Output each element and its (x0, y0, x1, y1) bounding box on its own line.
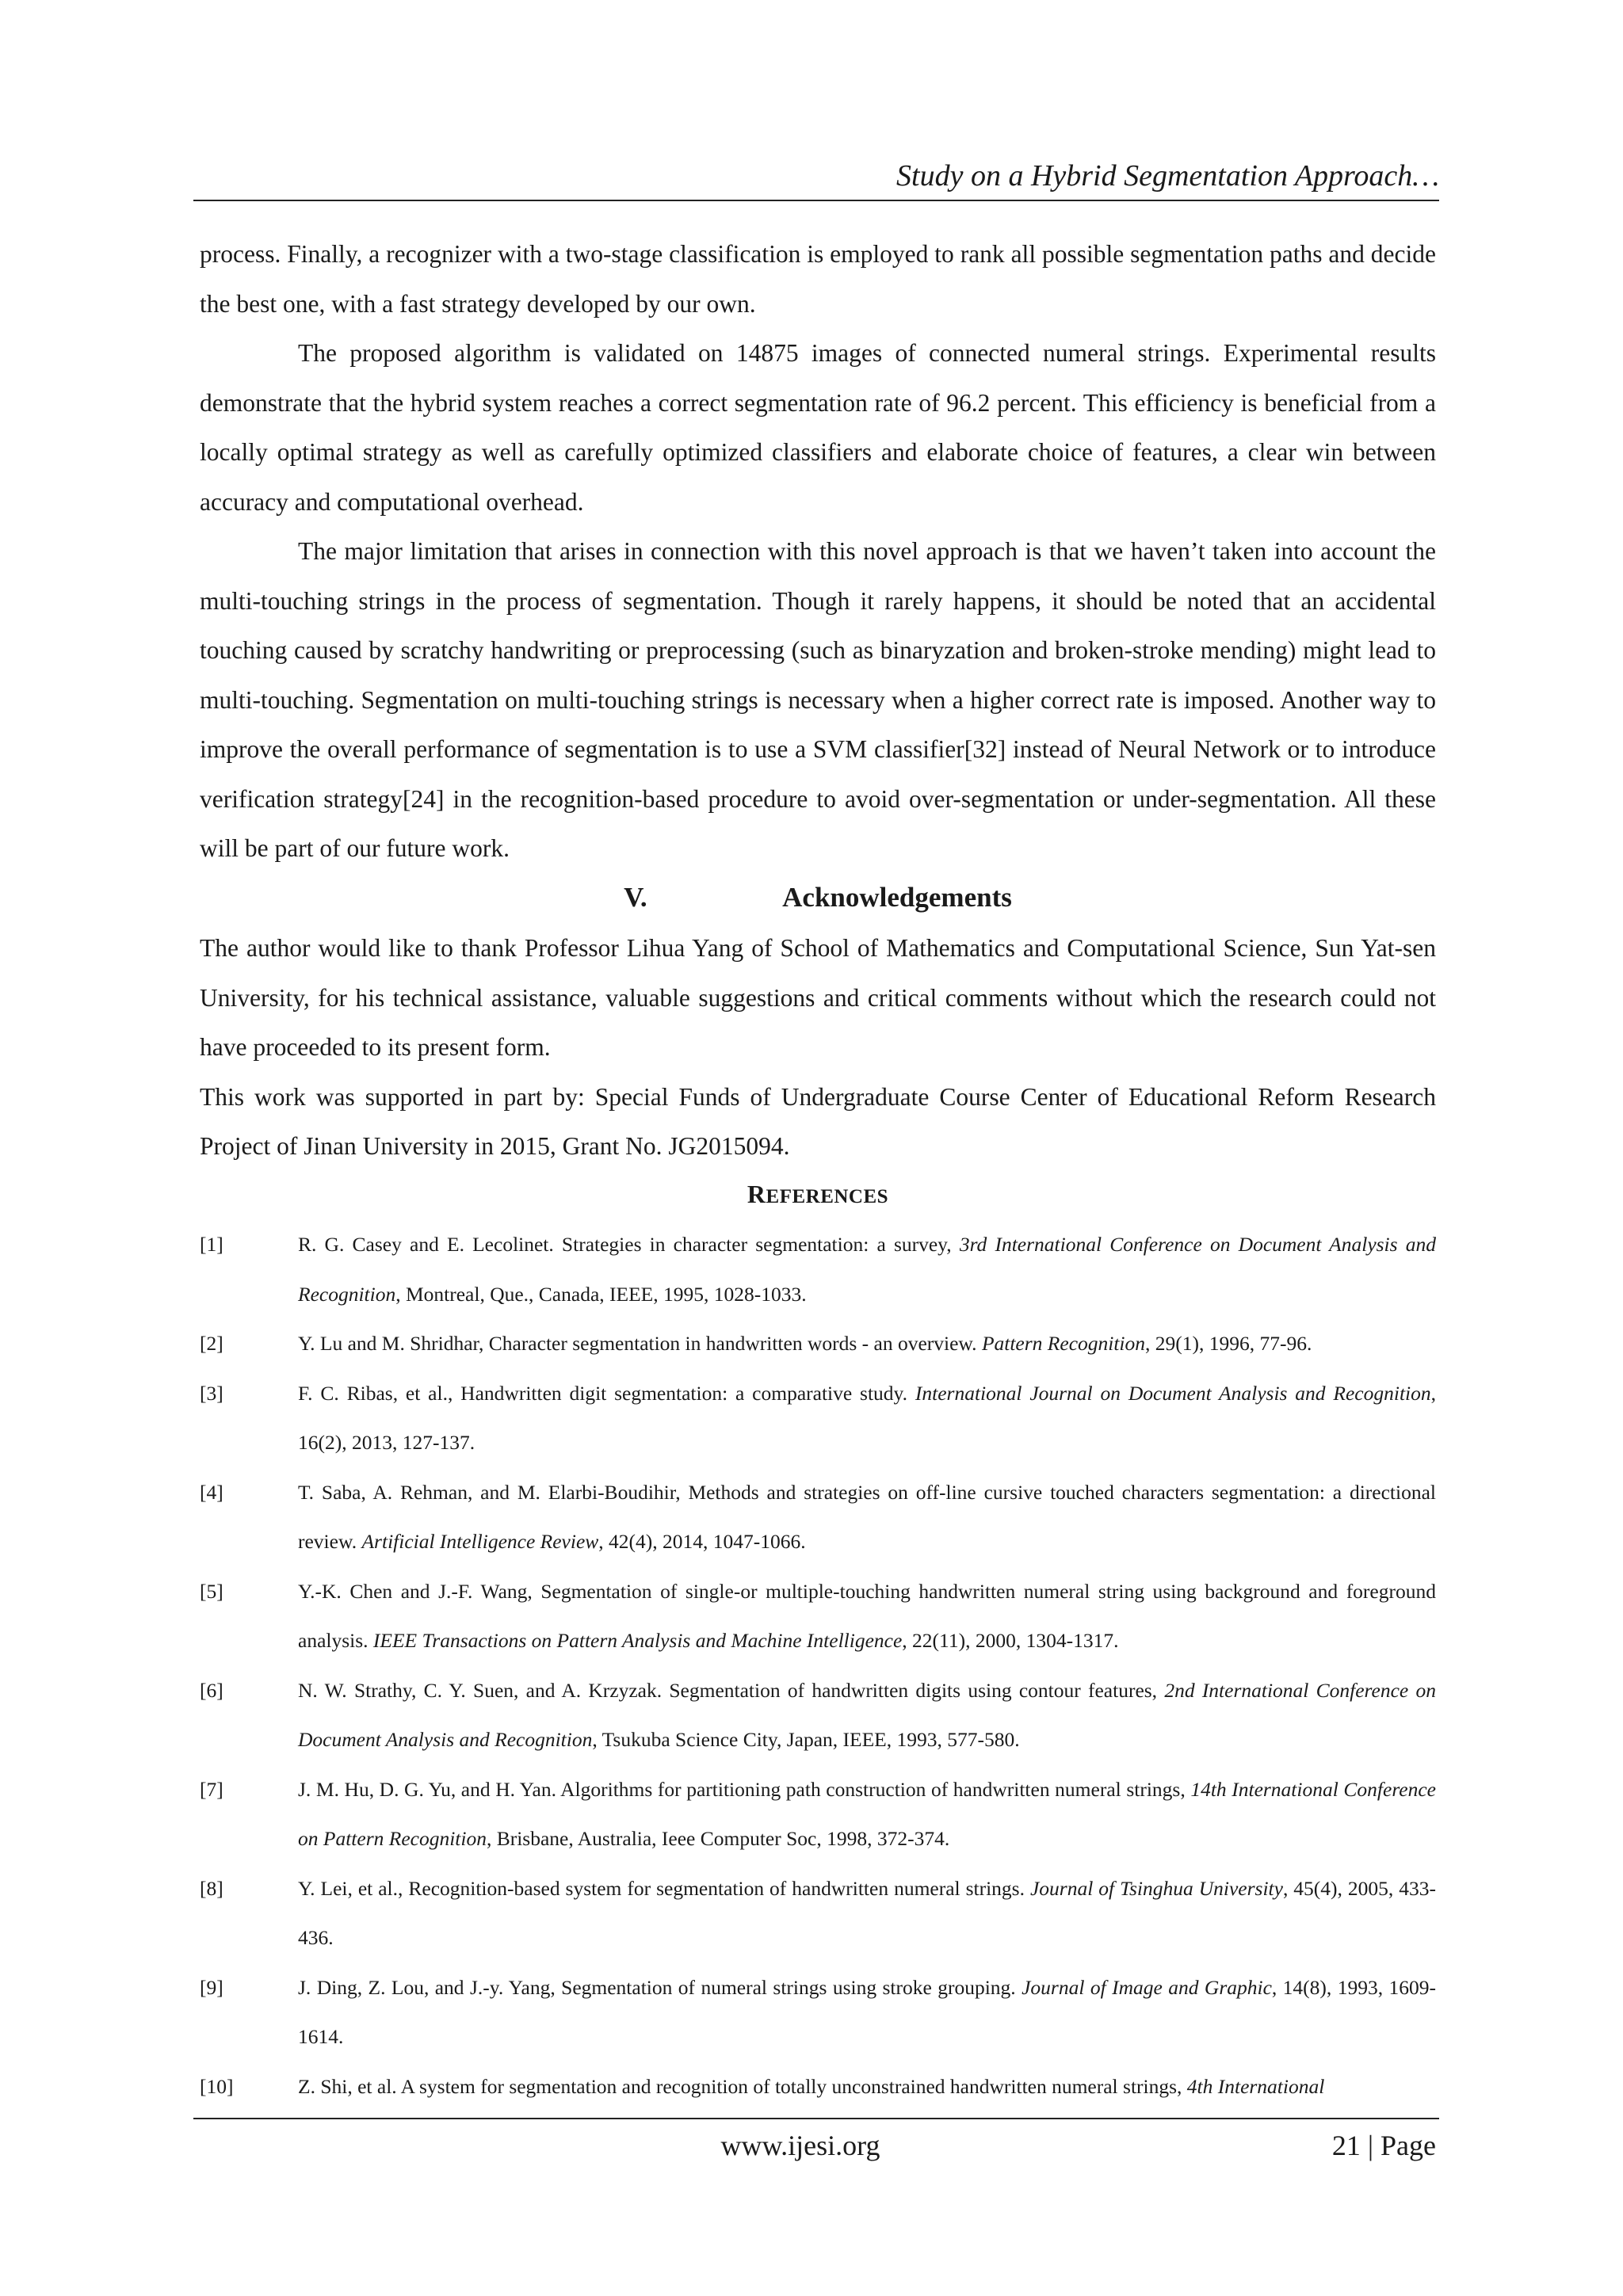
references-heading-initial: R (747, 1180, 766, 1208)
footer-page-number: 21 | Page (1331, 2130, 1436, 2161)
reference-venue: 2nd International Conference on Document Analysis and Recognition (298, 1678, 1436, 1751)
running-title: Study on a Hybrid Segmentation Approach… (896, 159, 1439, 193)
paragraph-limitations: The major limitation that arises in connection with this novel approach is that we haven’t taken into account the multi-touching strings in the process of segmentation. Though it rarely happens, it should be noted that an accidental touching caused by scratchy handwriting or preprocessing (such as binaryzation and broken-stroke mending) might lead to multi-touching. Segmentation on multi-touching strings is necessary when a higher correct rate is imposed. Another way to improve the overall performance of segmentation is to use a SVM classifier[32] instead of Neural Network or to introduce verification strategy[24] in the recognition-based procedure to avoid over-segmentation or under-segmentation. All these will be part of our future work. (200, 537, 1436, 862)
reference-details: , 45(4), 2005, 433-436. (298, 1876, 1437, 1949)
reference-venue: 4th International (1186, 2074, 1325, 2098)
section-title: Acknowledgements (782, 882, 1012, 913)
reference-details: , 22(11), 2000, 1304-1317. (902, 1629, 1119, 1652)
reference-number: [1] (200, 1233, 223, 1256)
reference-number: [4] (200, 1480, 223, 1504)
reference-number: [8] (200, 1876, 223, 1900)
reference-venue: Pattern Recognition (981, 1332, 1146, 1355)
reference-text: J. M. Hu, D. G. Yu, and H. Yan. Algorithms for partitioning path construction of handwritten numeral strings, (298, 1777, 1191, 1801)
reference-item (200, 1864, 1436, 1963)
reference-details: , 14(8), 1993, 1609-1614. (298, 1975, 1436, 2048)
reference-text: Y. Lei, et al., Recognition-based system for segmentation of handwritten numeral strings. (298, 1876, 1030, 1900)
reference-details: , 42(4), 2014, 1047-1066. (598, 1530, 806, 1553)
section-number: V. (624, 882, 647, 913)
reference-number: [10] (200, 2074, 234, 2098)
reference-venue: Artificial Intelligence Review (361, 1530, 599, 1553)
reference-number: [5] (200, 1579, 223, 1603)
section-heading (200, 873, 1436, 922)
reference-text: J. Ding, Z. Lou, and J.-y. Yang, Segmentation of numeral strings using stroke grouping. (298, 1975, 1022, 1999)
references-heading (200, 1174, 1436, 1217)
reference-text: Y.-K. Chen and J.-F. Wang, Segmentation of single-or multiple-touching handwritten numeral string using background and foreground analysis. (298, 1579, 1436, 1652)
running-head (193, 152, 1439, 201)
reference-number: [9] (200, 1975, 223, 1999)
reference-item (200, 1765, 1436, 1864)
references-heading-rest: EFERENCES (766, 1186, 889, 1207)
reference-text: N. W. Strathy, C. Y. Suen, and A. Krzyzak. Segmentation of handwritten digits using contour features, (298, 1678, 1165, 1702)
reference-number: [6] (200, 1678, 223, 1702)
footer-site: www.ijesi.org (720, 2130, 880, 2161)
reference-details: , Tsukuba Science City, Japan, IEEE, 1993, 577-580. (592, 1728, 1020, 1751)
reference-text: T. Saba, A. Rehman, and M. Elarbi-Boudihir, Methods and strategies on off-line cursive touched characters segmentation: a directional review. (298, 1480, 1436, 1553)
reference-venue: 14th International Conference on Pattern Recognition (298, 1777, 1436, 1850)
reference-item (200, 1963, 1436, 2062)
acknowledgement-thanks: The author would like to thank Professor Lihua Yang of School of Mathematics and Computational Science, Sun Yat-sen University, for his technical assistance, valuable suggestions and critical comments without which the research could not have proceeded to its present form. (200, 934, 1436, 1061)
reference-item (200, 1666, 1436, 1765)
reference-details: , Brisbane, Australia, Ieee Computer Soc, 1998, 372-374. (486, 1827, 950, 1850)
reference-venue: International Journal on Document Analysis and Recognition (915, 1381, 1431, 1405)
reference-text: R. G. Casey and E. Lecolinet. Strategies in character segmentation: a survey, (298, 1233, 960, 1256)
reference-item (200, 1220, 1436, 1319)
reference-text: F. C. Ribas, et al., Handwritten digit segmentation: a comparative study. (298, 1381, 915, 1405)
paragraph-results: The proposed algorithm is validated on 14875 images of connected numeral strings. Experimental results demonstrate that the hybrid system reaches a correct segmentation rate of 96.2 percent. This efficiency is beneficial from a locally optimal strategy as well as carefully optimized classifiers and elaborate choice of features, a clear win between accuracy and computational overhead. (200, 339, 1436, 516)
reference-number: [2] (200, 1332, 223, 1355)
reference-details: , Montreal, Que., Canada, IEEE, 1995, 1028-1033. (395, 1282, 807, 1306)
reference-venue: Journal of Tsinghua University (1029, 1876, 1283, 1900)
reference-item (200, 1468, 1436, 1567)
acknowledgement-funding: This work was supported in part by: Special Funds of Undergraduate Course Center of Educational Reform Research Project of Jinan University in 2015, Grant No. JG2015094. (200, 1082, 1436, 1160)
reference-item (200, 1319, 1436, 1369)
reference-item (200, 1567, 1436, 1666)
reference-text: Z. Shi, et al. A system for segmentation and recognition of totally unconstrained handwritten numeral strings, (298, 2074, 1187, 2098)
body-text (200, 230, 1436, 874)
reference-details: , 16(2), 2013, 127-137. (298, 1381, 1437, 1454)
reference-number: [3] (200, 1381, 223, 1405)
reference-item (200, 2062, 1436, 2112)
paragraph-continued: process. Finally, a recognizer with a two-stage classification is employed to rank all possible segmentation paths and decide the best one, with a fast strategy developed by our own. (200, 240, 1436, 318)
reference-venue: IEEE Transactions on Pattern Analysis and Machine Intelligence (372, 1629, 903, 1652)
reference-venue: Journal of Image and Graphic (1022, 1975, 1272, 1999)
reference-details: , 29(1), 1996, 77-96. (1145, 1332, 1312, 1355)
reference-venue: 3rd International Conference on Document Analysis and Recognition (298, 1233, 1436, 1306)
footer-rule (193, 2118, 1439, 2119)
reference-number: [7] (200, 1777, 223, 1801)
acknowledgements (200, 924, 1436, 1172)
reference-list (200, 1220, 1436, 2111)
reference-text: Y. Lu and M. Shridhar, Character segmentation in handwritten words - an overview. (298, 1332, 982, 1355)
reference-item (200, 1369, 1436, 1468)
